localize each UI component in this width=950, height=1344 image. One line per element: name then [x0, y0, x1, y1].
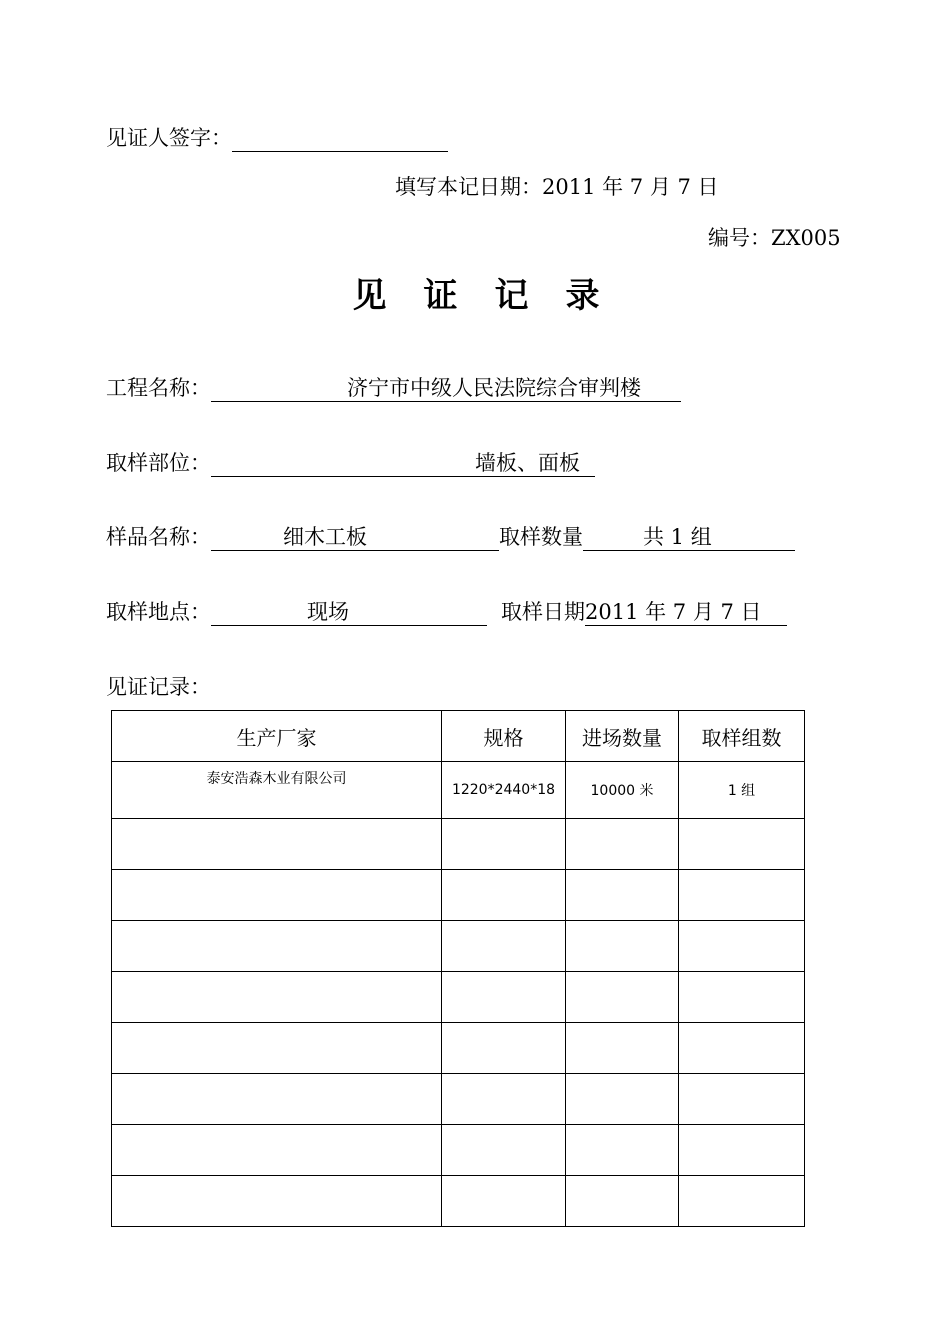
sample-place-field[interactable]: [211, 599, 487, 626]
sample-place-row: [106, 598, 787, 626]
title-char: 录: [565, 276, 600, 316]
project-name-label: 工程名称：: [106, 376, 211, 400]
table-row: [112, 1074, 805, 1125]
header-spec: 规格: [442, 711, 566, 762]
sample-name-row: [106, 523, 795, 551]
cell-groups[interactable]: [679, 819, 805, 870]
project-name-row: [106, 374, 681, 402]
cell-spec[interactable]: [442, 819, 566, 870]
title-char: 记: [494, 276, 529, 316]
cell-quantity[interactable]: [566, 1023, 679, 1074]
cell-quantity[interactable]: [566, 921, 679, 972]
sample-place-value: 现场: [307, 600, 349, 624]
project-name-value: 济宁市中级人民法院综合审判楼: [347, 376, 641, 400]
cell-maker[interactable]: [112, 1074, 442, 1125]
cell-quantity[interactable]: [566, 1125, 679, 1176]
header-groups: 取样组数: [679, 711, 805, 762]
cell-quantity[interactable]: [566, 1176, 679, 1227]
sampling-part-field[interactable]: [211, 450, 595, 477]
witness-signature-label: 见证人签字：: [106, 126, 232, 150]
cell-quantity[interactable]: [566, 819, 679, 870]
sample-date-field[interactable]: [585, 599, 787, 626]
table-header-row: [112, 711, 805, 762]
sampling-part-row: [106, 449, 595, 477]
cell-spec[interactable]: [442, 870, 566, 921]
project-name-field[interactable]: [211, 375, 681, 402]
cell-maker[interactable]: [112, 921, 442, 972]
table-row: [112, 921, 805, 972]
table-row: [112, 762, 805, 819]
cell-groups[interactable]: [679, 972, 805, 1023]
table-row: [112, 1023, 805, 1074]
sample-name-label: 样品名称：: [106, 525, 211, 549]
cell-maker[interactable]: [112, 972, 442, 1023]
cell-groups[interactable]: [679, 921, 805, 972]
sample-qty-field[interactable]: [583, 524, 795, 551]
cell-groups[interactable]: [679, 1023, 805, 1074]
title-char: 证: [423, 276, 458, 316]
cell-maker[interactable]: [112, 1176, 442, 1227]
cell-groups[interactable]: [679, 870, 805, 921]
cell-quantity[interactable]: [566, 870, 679, 921]
sample-date-value: 2011 年 7 月 7 日: [585, 600, 762, 624]
sample-date-label: 取样日期: [501, 600, 585, 624]
cell-groups[interactable]: [679, 1074, 805, 1125]
cell-spec[interactable]: 1220*2440*18: [442, 762, 566, 819]
sample-name-value: 细木工板: [283, 525, 367, 549]
cell-maker[interactable]: [112, 1023, 442, 1074]
cell-groups[interactable]: [679, 1176, 805, 1227]
cell-groups[interactable]: [679, 1125, 805, 1176]
table-row: [112, 972, 805, 1023]
record-label: 见证记录：: [106, 675, 211, 699]
sample-qty-value: 共 1 组: [643, 525, 712, 549]
cell-quantity[interactable]: 10000 米: [566, 762, 679, 819]
sample-name-field[interactable]: [211, 524, 499, 551]
header-maker: 生产厂家: [112, 711, 442, 762]
cell-maker[interactable]: [112, 870, 442, 921]
header-quantity: 进场数量: [566, 711, 679, 762]
cell-maker[interactable]: [112, 819, 442, 870]
sample-place-label: 取样地点：: [106, 600, 211, 624]
fill-date: 填写本记日期：2011 年 7 月 7 日: [395, 175, 719, 199]
cell-spec[interactable]: [442, 1074, 566, 1125]
cell-maker[interactable]: 泰安浩森木业有限公司: [112, 762, 442, 819]
cell-maker[interactable]: [112, 1125, 442, 1176]
cell-spec[interactable]: [442, 972, 566, 1023]
sampling-part-value: 墙板、面板: [475, 451, 580, 475]
title-char: 见: [352, 276, 387, 316]
cell-spec[interactable]: [442, 1125, 566, 1176]
table-row: [112, 1125, 805, 1176]
cell-quantity[interactable]: [566, 972, 679, 1023]
sampling-part-label: 取样部位：: [106, 451, 211, 475]
table-row: [112, 870, 805, 921]
table-row: [112, 1176, 805, 1227]
cell-spec[interactable]: [442, 1023, 566, 1074]
cell-quantity[interactable]: [566, 1074, 679, 1125]
table-row: [112, 819, 805, 870]
cell-spec[interactable]: [442, 1176, 566, 1227]
cell-groups[interactable]: 1 组: [679, 762, 805, 819]
witness-signature-line: [106, 124, 448, 152]
page-title: [334, 268, 618, 317]
record-table: [111, 710, 805, 1227]
witness-signature-field[interactable]: [232, 127, 448, 152]
cell-spec[interactable]: [442, 921, 566, 972]
sample-qty-label: 取样数量: [499, 525, 583, 549]
serial-number: 编号：ZX005: [708, 226, 841, 250]
